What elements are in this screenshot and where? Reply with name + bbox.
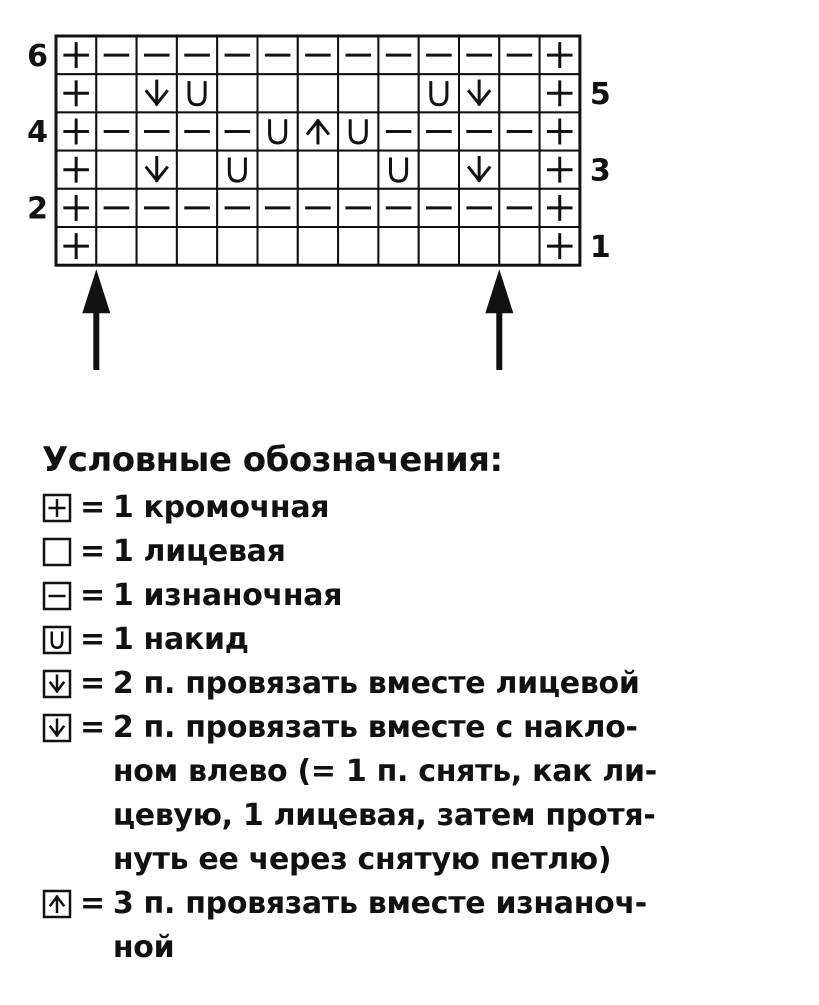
chart-cell-knit — [258, 227, 298, 265]
chart-cell-purl — [96, 189, 136, 227]
chart-cell-purl — [378, 112, 418, 150]
chart-cell-purl — [137, 189, 177, 227]
chart-cell-purl — [338, 36, 378, 74]
chart-cell-knit — [177, 227, 217, 265]
row-number-5: 5 — [589, 76, 611, 112]
row-number-4: 4 — [27, 115, 48, 151]
chart-cell-purl — [217, 36, 257, 74]
k2tog-symbol-icon — [42, 669, 72, 699]
chart-cell-knit — [96, 227, 136, 265]
chart-cell-purl — [177, 112, 217, 150]
chart-cell-purl — [298, 36, 338, 74]
chart-cell-purl — [217, 189, 257, 227]
chart-cell-knit — [378, 227, 418, 265]
chart-cell-edge — [56, 189, 96, 227]
chart-cell-knit — [338, 74, 378, 112]
chart-cell-edge — [56, 112, 96, 150]
chart-cell-yo — [338, 112, 378, 150]
chart-cell-purl — [96, 112, 136, 150]
chart-cell-purl — [419, 112, 459, 150]
chart-cell-knit — [96, 74, 136, 112]
chart-cell-edge — [540, 189, 580, 227]
row-number-3: 3 — [589, 153, 611, 189]
chart-cell-purl — [96, 36, 136, 74]
chart-cell-knit — [217, 227, 257, 265]
chart-cell-yo — [419, 74, 459, 112]
yo-symbol-icon — [42, 625, 72, 655]
chart-cell-edge — [56, 74, 96, 112]
row-number-6: 6 — [27, 38, 48, 74]
chart-cell-k2tog-left — [137, 74, 177, 112]
chart-cell-purl — [499, 36, 539, 74]
chart-cell-knit — [298, 151, 338, 189]
legend-equals: = — [80, 710, 105, 745]
legend-items — [42, 486, 782, 970]
chart-cell-knit — [378, 74, 418, 112]
chart-cell-edge — [56, 36, 96, 74]
chart-cell-knit — [338, 151, 378, 189]
chart-cell-knit — [298, 74, 338, 112]
row-number-2: 2 — [27, 191, 48, 227]
legend-text: 2 п. провязать вместе с накло- ном влево (= 1 п. снять, как ли- цевую, 1 лицевая, затем протя- нуть ее через снятую петлю) — [112, 710, 657, 877]
legend-item-knit — [42, 530, 782, 574]
chart-cell-purl — [258, 189, 298, 227]
chart-cell-purl — [137, 112, 177, 150]
chart-cell-knit — [96, 151, 136, 189]
chart-cell-knit — [298, 227, 338, 265]
legend-equals: = — [80, 666, 105, 701]
chart-cell-knit — [499, 74, 539, 112]
chart-cell-knit — [338, 227, 378, 265]
chart-cell-knit — [258, 151, 298, 189]
chart-cell-knit — [499, 151, 539, 189]
chart-cell-yo — [258, 112, 298, 150]
chart-cell-purl — [298, 189, 338, 227]
legend-item-k2tog-left — [42, 706, 782, 882]
edge-symbol-icon — [42, 493, 72, 523]
legend-item-yo — [42, 618, 782, 662]
row-number-1: 1 — [589, 229, 611, 265]
legend-equals: = — [80, 490, 105, 525]
repeat-start-arrow — [82, 269, 110, 370]
chart-cell-purl — [177, 189, 217, 227]
chart-cell-edge — [540, 227, 580, 265]
chart-cell-edge — [56, 227, 96, 265]
chart-cell-knit — [419, 227, 459, 265]
chart-cell-knit — [459, 227, 499, 265]
chart-cell-purl — [217, 112, 257, 150]
k2tog-left-symbol-icon — [42, 713, 72, 743]
chart-cell-purl — [378, 189, 418, 227]
chart-cell-k2tog — [459, 151, 499, 189]
knitting-chart — [0, 0, 819, 400]
chart-cell-purl — [419, 189, 459, 227]
chart-cell-knit — [499, 227, 539, 265]
legend-item-edge — [42, 486, 782, 530]
legend-equals: = — [80, 578, 105, 613]
legend-text: 1 кромочная — [112, 490, 330, 525]
chart-cell-purl — [338, 189, 378, 227]
legend-text: 1 изнаночная — [112, 578, 343, 613]
legend-text: 2 п. провязать вместе лицевой — [112, 666, 640, 701]
chart-cell-purl — [459, 112, 499, 150]
chart-cell-purl — [459, 189, 499, 227]
chart-cell-k2tog-left — [137, 151, 177, 189]
chart-cells — [56, 36, 580, 265]
chart-cell-knit — [177, 151, 217, 189]
chart-cell-yo — [378, 151, 418, 189]
legend-item-k2tog — [42, 662, 782, 706]
chart-cell-purl — [258, 36, 298, 74]
chart-cell-purl — [177, 36, 217, 74]
chart-cell-edge — [540, 151, 580, 189]
chart-cell-p3tog — [298, 112, 338, 150]
legend-text: 1 лицевая — [112, 534, 286, 569]
legend-equals: = — [80, 534, 105, 569]
chart-cell-knit — [137, 227, 177, 265]
legend-item-purl — [42, 574, 782, 618]
chart-cell-k2tog — [459, 74, 499, 112]
chart-cell-purl — [499, 112, 539, 150]
chart-cell-knit — [258, 74, 298, 112]
chart-cell-edge — [540, 112, 580, 150]
chart-cell-purl — [459, 36, 499, 74]
chart-cell-edge — [56, 151, 96, 189]
legend-equals: = — [80, 622, 105, 657]
chart-cell-edge — [540, 74, 580, 112]
knit-symbol-icon — [42, 537, 72, 567]
legend-item-p3tog — [42, 882, 782, 970]
p3tog-symbol-icon — [42, 889, 72, 919]
chart-cell-purl — [419, 36, 459, 74]
legend-equals: = — [80, 886, 105, 921]
chart-cell-knit — [419, 151, 459, 189]
legend-title: Условные обозначения: — [42, 440, 503, 480]
legend — [42, 440, 782, 970]
chart-cell-edge — [540, 36, 580, 74]
purl-symbol-icon — [42, 581, 72, 611]
legend-text: 3 п. провязать вместе изнаноч- ной — [112, 886, 647, 965]
chart-cell-purl — [378, 36, 418, 74]
repeat-end-arrow — [485, 269, 513, 370]
chart-cell-knit — [217, 74, 257, 112]
chart-cell-purl — [499, 189, 539, 227]
legend-text: 1 накид — [112, 622, 249, 657]
chart-cell-yo — [217, 151, 257, 189]
chart-cell-yo — [177, 74, 217, 112]
chart-cell-purl — [137, 36, 177, 74]
